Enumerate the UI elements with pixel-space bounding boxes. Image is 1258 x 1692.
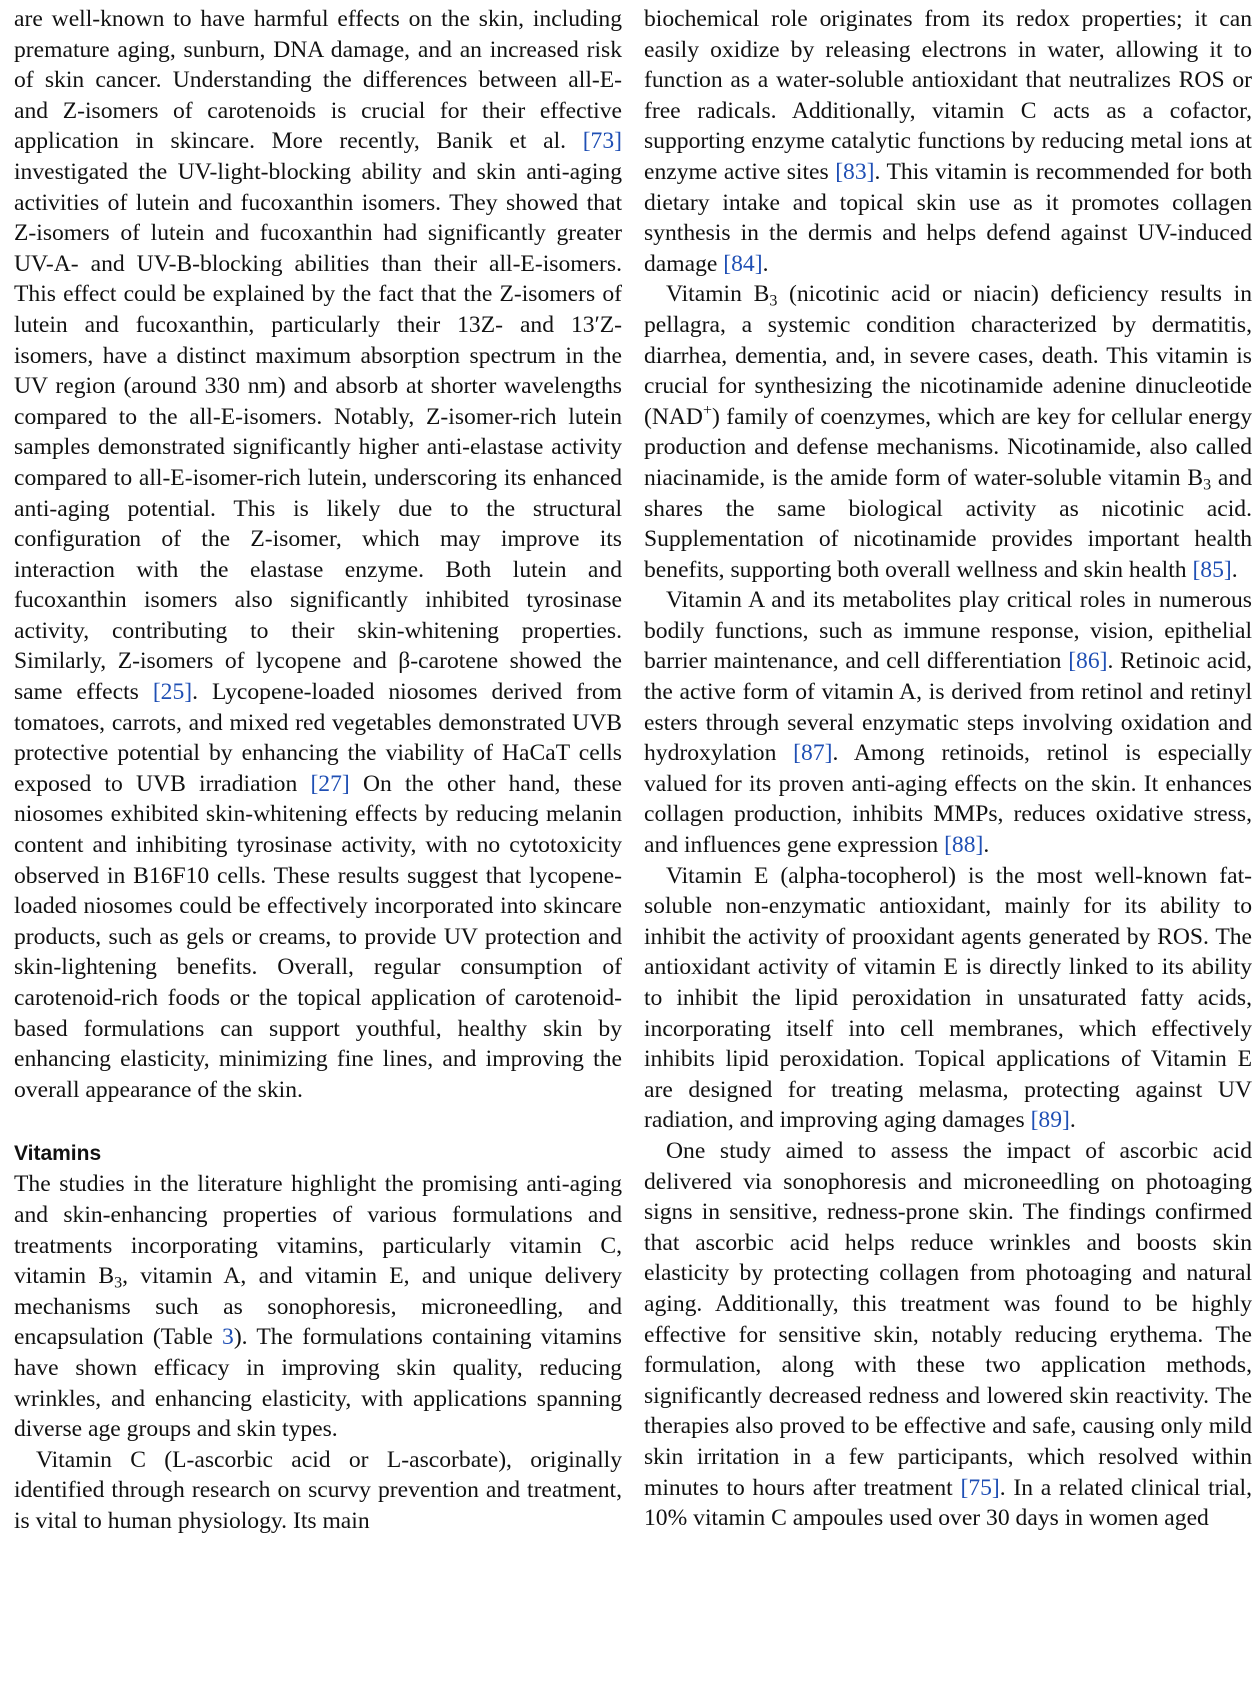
text-run: investigated the UV-light-blocking ability and skin anti-aging activities of lutein and fucoxanthin isomers. They showed that Z-isomers of lutein and fucoxanthin had significantly greater UV-A- and UV-B-blocking abilities than their all-E-isomers. This effect could be explained by the fact that the Z-isomers of lutein and fucoxanthin, particularly their 13Z- and 13′Z-isomers, have a distinct maximum absorption spectrum in the UV region (around 330 nm) and absorb at shorter wavelengths compared to the all-E-isomers. Notably, Z-isomer-rich lutein samples demonstrated significantly higher anti-elastase activity compared to all-E-isomer-rich lutein, underscoring its enhanced anti-aging potential. This is likely due to the structural configuration of the Z-isomer, which may improve its interaction with the elastase enzyme. Both lutein and fucoxanthin isomers also significantly inhibited tyrosinase activity, contributing to their skin-whitening properties. Similarly, Z-isomers of lycopene and β-carotene showed the same effects — [14, 158, 622, 706]
text-run: ) family of coenzymes, which are key for cellular energy production and defense mechanisms. Nicotinamide, also called niacinamide, is the amide form of water-soluble vitamin B — [644, 403, 1252, 491]
text-run: biochemical role originates from its redox properties; it can easily oxidize by releasing electrons in water, allowing it to function as a water-soluble antioxidant that neutralizes ROS or free radicals. Additionally, vitamin C acts as a cofactor, supporting enzyme catalytic functions by reducing metal ions at enzyme active sites — [644, 6, 1252, 185]
text-run: . This vitamin is recommended for both dietary intake and topical skin use as it promotes collagen synthesis in the dermis and helps defend against UV-induced damage — [644, 158, 1252, 277]
text-run: ). The formulations containing vitamins have shown efficacy in improving skin quality, reducing wrinkles, and enhancing elasticity, with applications spanning diverse age groups and skin types. — [14, 1324, 622, 1443]
citation-link-85[interactable]: [85] — [1192, 556, 1232, 583]
right-column — [644, 4, 1252, 1534]
vitamins-intro-paragraph — [14, 1169, 622, 1444]
text-run: . In a related clinical trial, 10% vitamin C ampoules used over 30 days in women aged — [644, 1474, 1252, 1532]
citation-link-89[interactable]: [89] — [1030, 1107, 1070, 1134]
text-run: . Lycopene-loaded niosomes derived from tomatoes, carrots, and mixed red vegetables demonstrated UVB protective potential by enhancing the viability of HaCaT cells exposed to UVB irradiation — [14, 679, 622, 797]
text-run: . Retinoic acid, the active form of vitamin A, is derived from retinol and retinyl esters through several enzymatic steps involving oxidation and hydroxylation — [644, 648, 1252, 767]
text-run: . — [762, 250, 769, 277]
vitamin-b3-paragraph — [644, 279, 1252, 585]
text-run: Vitamin A and its metabolites play critical roles in numerous bodily functions, such as immune response, vision, epithelial barrier maintenance, and cell differentiation — [644, 587, 1252, 675]
text-run: are well-known to have harmful effects on the skin, including premature aging, sunburn, DNA damage, and an increased risk of skin cancer. Understanding the differences between all-E- and Z-isomers of carotenoids is crucial for their effective application in skincare. More recently, Banik et al. — [14, 6, 622, 155]
superscript: + — [702, 401, 713, 419]
citation-link-75[interactable]: [75] — [960, 1474, 1000, 1501]
citation-link-27[interactable]: [27] — [310, 770, 350, 797]
text-run: The studies in the literature highlight the promising anti-aging and skin-enhancing properties of various formulations and treatments incorporating vitamins, particularly vitamin C, vitamin B — [14, 1171, 622, 1290]
text-run: (nicotinic acid or niacin) deficiency results in pellagra, a systemic condition characterized by dermatitis, diarrhea, dementia, and, in severe cases, death. This vitamin is crucial for synthesizing the nicotinamide adenine dinucleotide (NAD — [644, 281, 1252, 430]
citation-link-88[interactable]: [88] — [944, 832, 984, 859]
text-run: One study aimed to assess the impact of ascorbic acid delivered via sonophoresis and microneedling on photoaging signs in sensitive, redness-prone skin. The findings confirmed that ascorbic acid helps reduce wrinkles and boosts skin elasticity by protecting collagen from photoaging and natural aging. Additionally, this treatment was found to be highly effective for sensitive skin, notably reducing erythema. The formulation, along with these two application methods, significantly decreased redness and lowered skin reactivity. The therapies also proved to be effective and safe, causing only mild skin irritation in a few participants, which resolved within minutes to hours after treatment — [644, 1137, 1252, 1501]
citation-link-87[interactable]: [87] — [793, 740, 833, 767]
text-run: Vitamin E (alpha-tocopherol) is the most well-known fat-soluble non-enzymatic antioxidant, mainly for its ability to inhibit the activity of prooxidant agents generated by ROS. The antioxidant activity of vitamin E is directly linked to its ability to inhibit the lipid peroxidation in unsaturated fatty acids, incorporating itself into cell membranes, which effectively inhibits lipid peroxidation. Topical applications of Vitamin E are designed for treating melasma, protecting against UV radiation, and improving aging damages — [644, 862, 1252, 1134]
text-run: Vitamin B — [666, 281, 770, 308]
table-link-3[interactable]: 3 — [222, 1324, 234, 1351]
ascorbic-acid-study-paragraph — [644, 1136, 1252, 1534]
section-heading-vitamins: Vitamins — [14, 1142, 102, 1166]
subscript: 3 — [1203, 476, 1212, 494]
text-run: . — [1069, 1107, 1076, 1134]
carotenoid-isomers-paragraph — [14, 4, 622, 1105]
text-run: , vitamin A, and vitamin E, and unique delivery mechanisms such as sonophoresis, microneedling, and encapsulation (Table — [14, 1263, 622, 1351]
citation-link-25[interactable]: [25] — [152, 679, 193, 706]
vitamin-c-paragraph-continued — [644, 4, 1252, 279]
citation-link-73[interactable]: [73] — [582, 128, 622, 155]
subscript: 3 — [114, 1274, 123, 1292]
text-run: On the other hand, these niosomes exhibited skin-whitening effects by reducing melanin content and inhibiting tyrosinase activity, with no cytotoxicity observed in B16F10 cells. These results suggest that lycopene-loaded niosomes could be effectively incorporated into skincare products, such as gels or creams, to provide UV protection and skin-lightening benefits. Overall, regular consumption of carotenoid-rich foods or the topical application of carotenoid-based formulations can support youthful, healthy skin by enhancing elasticity, minimizing fine lines, and improving the overall appearance of the skin. — [14, 770, 623, 1103]
citation-link-83[interactable]: [83] — [835, 158, 875, 185]
text-run: . — [1231, 556, 1238, 583]
citation-link-84[interactable]: [84] — [723, 250, 763, 277]
text-run: . — [983, 832, 990, 859]
left-column — [14, 4, 622, 1537]
citation-link-86[interactable]: [86] — [1068, 648, 1108, 675]
vitamin-a-paragraph — [644, 585, 1252, 860]
vitamin-c-paragraph-start: Vitamin C (L-ascorbic acid or L-ascorbate), originally identified through research on scurvy prevention and treatment, is vital to human physiology. Its main — [14, 1446, 622, 1534]
text-run: and shares the same biological activity as nicotinic acid. Supplementation of nicotinamide provides important health benefits, supporting both overall wellness and skin health — [644, 464, 1252, 583]
subscript: 3 — [769, 292, 778, 310]
text-run: . Among retinoids, retinol is especially valued for its proven anti-aging effects on the skin. It enhances collagen production, inhibits MMPs, reduces oxidative stress, and influences gene expression — [644, 740, 1252, 859]
vitamin-e-paragraph — [644, 861, 1252, 1136]
